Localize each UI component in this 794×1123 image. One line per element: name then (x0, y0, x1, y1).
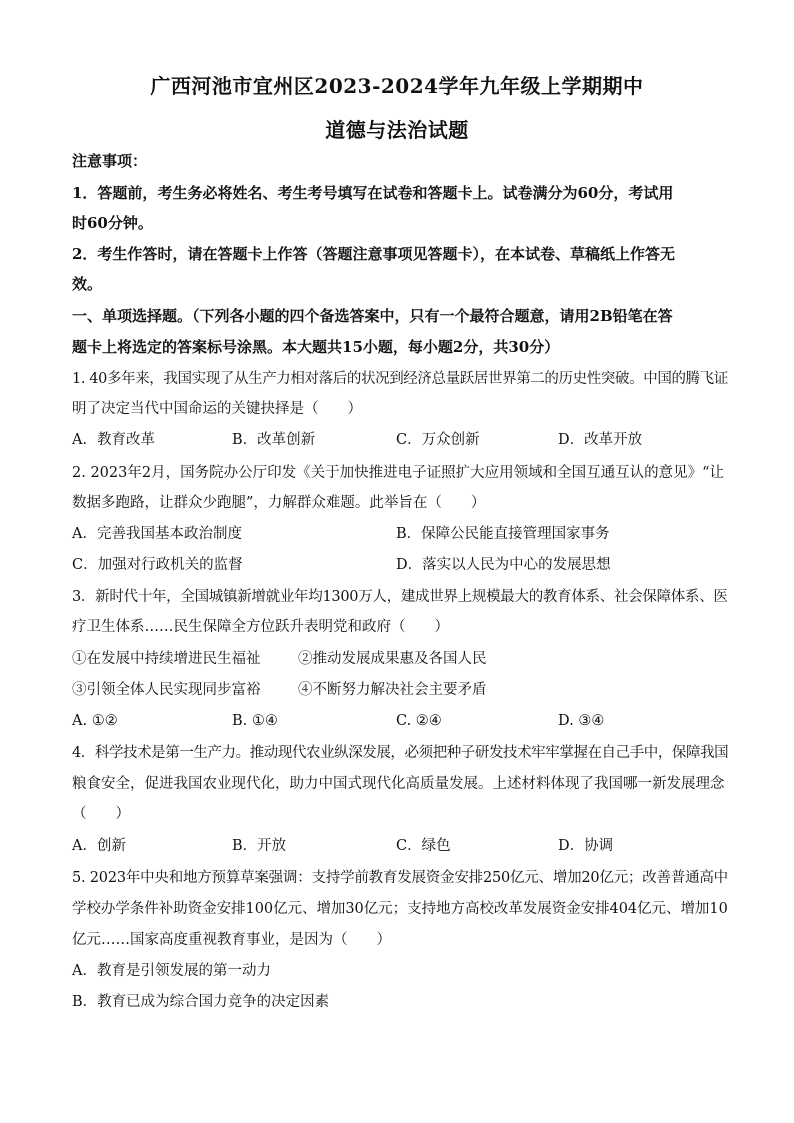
question-2-option-c: C．加强对行政机关的监督 (72, 557, 243, 573)
question-2-option-a: A．完善我国基本政治制度 (72, 526, 242, 542)
question-5-line-1: 5. 2023年中央和地方预算草案强调：支持学前教育发展资金安排250亿元、增加20亿元；改善普通高中 (72, 870, 728, 886)
question-3-option-d: D. ③④ (558, 713, 605, 729)
question-3-statement-3: ③引领全体人民实现同步富裕 (72, 682, 261, 698)
question-3-line-2: 疗卫生体系……民生保障全方位跃升表明党和政府（ ） (72, 619, 449, 635)
question-1-line-2: 明了决定当代中国命运的关键抉择是（ ） (72, 401, 362, 417)
question-3-statement-1: ①在发展中持续增进民生福祉 (72, 651, 261, 667)
exam-title: 广西河池市宜州区2023-2024学年九年级上学期期中 (150, 74, 644, 98)
question-4-line-1: 4．科学技术是第一生产力。推动现代农业纵深发展，必须把种子研发技术牢牢掌握在自己手中，保障我国 (72, 745, 729, 761)
question-4-option-a: A．创新 (72, 838, 126, 854)
notice-item-2-line-1: 2．考生作答时，请在答题卡上作答（答题注意事项见答题卡），在本试卷、草稿纸上作答无 (72, 245, 675, 263)
question-2-option-d: D．落实以人民为中心的发展思想 (396, 557, 611, 573)
question-2-line-2: 数据多跑路，让群众少跑腿”，力解群众难题。此举旨在（ ） (72, 495, 486, 511)
question-3-option-a: A. ①② (72, 713, 118, 729)
notice-item-1-line-1: 1．答题前，考生务必将姓名、考生考号填写在试卷和答题卡上。试卷满分为60分，考试用 (72, 184, 674, 202)
question-5-line-2: 学校办学条件补助资金安排100亿元、增加30亿元；支持地方高校改革发展资金安排404亿元、增加10 (72, 901, 728, 917)
question-4-line-2: 粮食安全，促进我国农业现代化，助力中国式现代化高质量发展。上述材料体现了我国哪一新发展理念 (72, 776, 725, 792)
notice-item-2-line-2: 效。 (72, 275, 103, 293)
question-3-option-b: B. ①④ (232, 713, 278, 729)
question-4-option-b: B．开放 (232, 838, 287, 854)
question-5-option-a: A．教育是引领发展的第一动力 (72, 963, 271, 979)
question-4-line-3: （ ） (72, 806, 130, 822)
section-heading-line-1: 一、单项选择题。（下列各小题的四个备选答案中，只有一个最符合题意，请用2B铅笔在答 (72, 307, 673, 325)
question-2-option-b: B．保障公民能直接管理国家事务 (396, 526, 610, 542)
notice-heading: 注意事项： (72, 152, 148, 170)
question-5-line-3: 亿元……国家高度重视教育事业，是因为（ ） (72, 932, 391, 948)
question-1-option-a: A．教育改革 (72, 432, 155, 448)
question-2-line-1: 2. 2023年2月，国务院办公厅印发《关于加快推进电子证照扩大应用领域和全国互通互认的意见》“让 (72, 465, 724, 481)
section-heading-line-2: 题卡上将选定的答案标号涂黑。本大题共15小题，每小题2分，共30分） (72, 338, 560, 356)
question-1-line-1: 1. 40多年来，我国实现了从生产力相对落后的状况到经济总量跃居世界第二的历史性突破。中国的腾飞证 (72, 371, 728, 387)
question-3-line-1: 3．新时代十年，全国城镇新增就业年均1300万人，建成世界上规模最大的教育体系、社会保障体系、医 (72, 589, 728, 605)
notice-item-1-line-2: 时60分钟。 (72, 214, 153, 232)
exam-subtitle: 道德与法治试题 (325, 118, 469, 142)
question-3-option-c: C. ②④ (396, 713, 442, 729)
question-4-option-d: D．协调 (558, 838, 614, 854)
question-1-option-b: B．改革创新 (232, 432, 316, 448)
question-3-statement-4: ④不断努力解决社会主要矛盾 (298, 682, 487, 698)
question-5-option-b: B．教育已成为综合国力竞争的决定因素 (72, 994, 330, 1010)
question-4-option-c: C．绿色 (396, 838, 451, 854)
question-3-statement-2: ②推动发展成果惠及各国人民 (298, 651, 487, 667)
question-1-option-d: D．改革开放 (558, 432, 643, 448)
question-1-option-c: C．万众创新 (396, 432, 480, 448)
